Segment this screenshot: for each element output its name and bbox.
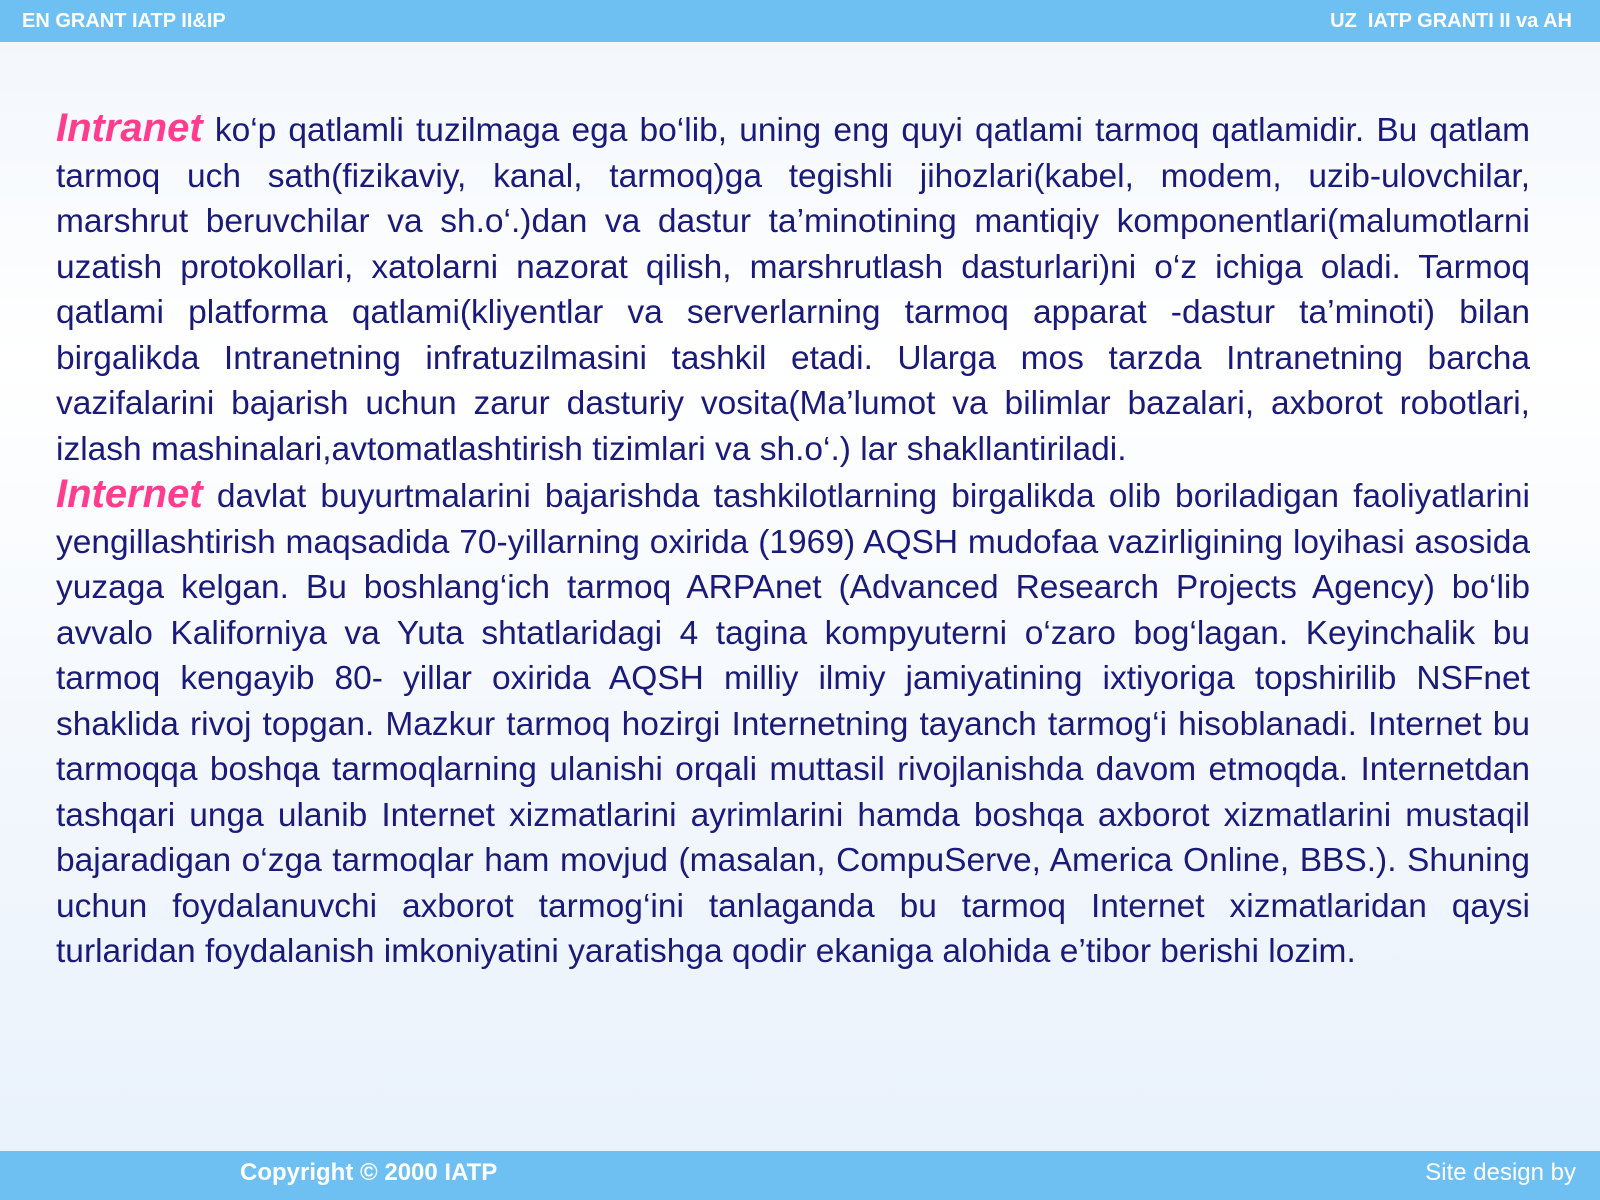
term-intranet: Intranet [56, 106, 203, 150]
header-left-text: EN GRANT IATP II&IP [22, 10, 226, 32]
footer-site-design: Site design by [1425, 1159, 1576, 1186]
footer-copyright: Copyright © 2000 IATP [240, 1159, 498, 1186]
paragraph-internet [56, 472, 1530, 975]
paragraph-internet-text: davlat buyurtmalarini bajarishda tashkilotlarning birgalikda olib boriladigan faoliyatlarini yengillashtirish maqsadida 70-yillarning oxirida (1969) AQSH mudofaa vazirligining loyihasi asosida yuzaga kelgan. Bu boshlang‘ich tarmoq ARPAnet (Advanced Research Projects Agency) bo‘lib avvalo Kaliforniya va Yuta shtatlaridagi 4 tagina kompyuterni o‘zaro bog‘lagan. Keyinchalik bu tarmoq kengayib 80- yillar oxirida AQSH milliy ilmiy jamiyatining ixtiyoriga topshirilib NSFnet shaklida rivoj topgan. Mazkur tarmoq hozirgi Internetning tayanch tarmog‘i hisoblanadi. Internet bu tarmoqqa boshqa tarmoqlarning ulanishi orqali muttasil rivojlanishda davom etmoqda. Internetdan tashqari unga ulanib Internet xizmatlarini ayrimlarini hamda boshqa axborot xizmatlarini mustaqil bajaradigan o‘zga tarmoqlar ham movjud (masalan, CompuServe, America Online, BBS.). Shuning uchun foydalanuvchi axborot tarmog‘ini tanlaganda bu tarmoq Internet xizmatlaridan qaysi turlaridan foydalanish imkoniyatini yaratishga qodir ekaniga alohida e’tibor berishi lozim. [56, 478, 1530, 970]
term-internet: Internet [56, 472, 203, 516]
header-bar [0, 0, 1600, 42]
header-right-text: UZ IATP GRANTI II va AH [1330, 10, 1572, 32]
paragraph-intranet [56, 106, 1530, 472]
slide-content [56, 106, 1530, 975]
footer-bar [0, 1151, 1600, 1200]
paragraph-intranet-text: ko‘p qatlamli tuzilmaga ega bo‘lib, uning eng quyi qatlami tarmoq qatlamidir. Bu qatlam tarmoq uch sath(fizikaviy, kanal, tarmoq)ga tegishli jihozlari(kabel, modem, uzib-ulovchilar, marshrut beruvchilar va sh.o‘.)dan va dastur ta’minotining mantiqiy komponentlari(malumotlarni uzatish protokollari, xatolarni nazorat qilish, marshrutlash dasturlari)ni o‘z ichiga oladi. Tarmoq qatlami platforma qatlami(kliyentlar va serverlarning tarmoq apparat -dastur ta’minoti) bilan birgalikda Intranetning infratuzilmasini tashkil etadi. Ularga mos tarzda Intranetning barcha vazifalarini bajarish uchun zarur dasturiy vosita(Ma’lumot va bilimlar bazalari, axborot robotlari, izlash mashinalari,avtomatlashtirish tizimlari va sh.o‘.) lar shakllantiriladi. [56, 112, 1530, 468]
